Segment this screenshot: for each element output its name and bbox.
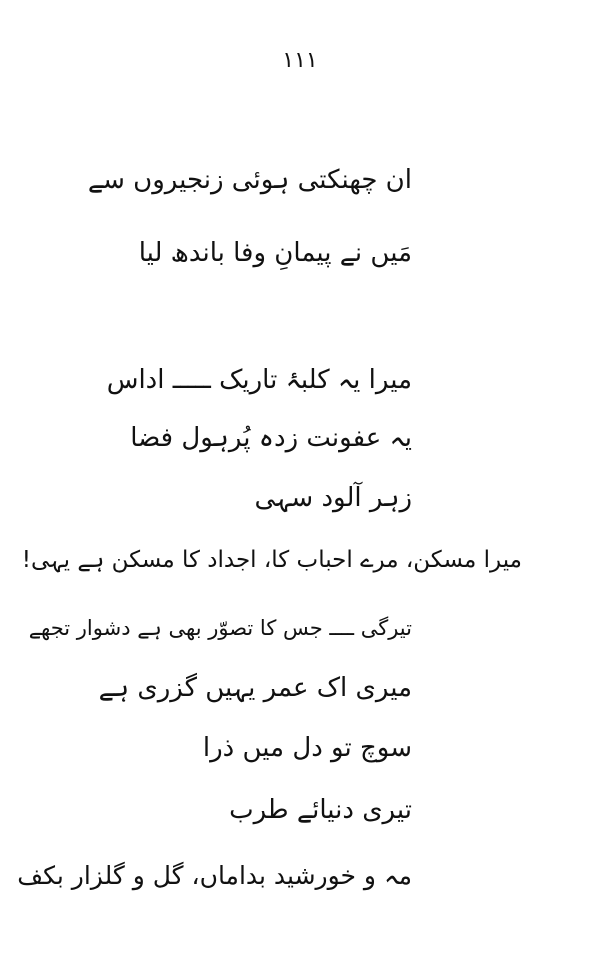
verse-line: سوچ تو دل میں ذرا (202, 733, 412, 763)
verse-line: میری اک عمر یہیں گزری ہے (98, 673, 412, 703)
verse-line: ان چھنکتی ہوئی زنجیروں سے (87, 165, 412, 195)
verse-line: یہ عفونت زدہ پُرہول فضا (130, 423, 412, 453)
verse-line: تیری دنیائے طرب (229, 795, 412, 825)
verse-line: میرا یہ کلبۂ تاریک ـــــ اداس (106, 365, 412, 395)
verse-line: زہر آلود سہی (254, 483, 412, 513)
verse-line: مہ و خورشید بداماں، گل و گلزار بکف (17, 861, 412, 890)
verse-line: میرا مسکن، مرے احباب کا، اجداد کا مسکن ہے یہی! (21, 547, 522, 573)
verse-line: مَیں نے پیمانِ وفا باندھ لیا (138, 238, 412, 268)
page-number: ۱۱۱ (282, 48, 318, 73)
verse-line: تیرگی ــــ جس کا تصوّر بھی ہے دشوار تجھے (28, 616, 412, 640)
